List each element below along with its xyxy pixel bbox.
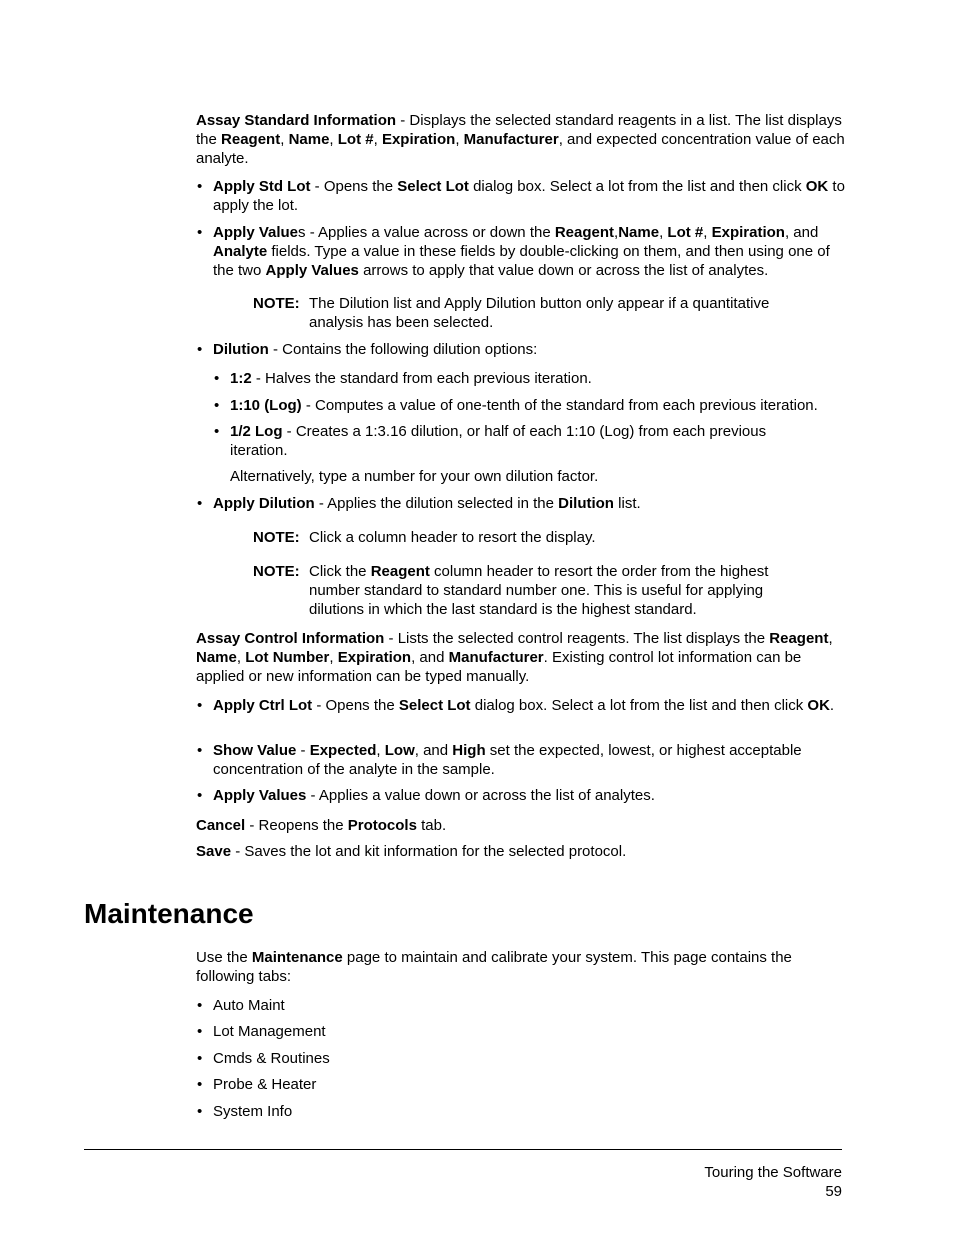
footer-rule xyxy=(84,1149,842,1150)
bullet: • xyxy=(197,997,203,1014)
bullet: • xyxy=(197,697,203,714)
bullet: • xyxy=(197,1050,203,1067)
bullet: • xyxy=(197,178,203,195)
note-text: The Dilution list and Apply Dilution button only appear if a quantitative analysis has been selected. xyxy=(309,295,770,331)
assay-standard-info-paragraph: Assay Standard Information - Displays the selected standard reagents in a list. The list displays the Reagent, Name, Lot #, Expiration, Manufacturer, and expected concentration value of each analyte. xyxy=(196,112,845,167)
note-label: NOTE: xyxy=(253,529,300,546)
save-paragraph: Save - Saves the lot and kit information for the selected protocol. xyxy=(196,843,627,860)
bullet: • xyxy=(197,787,203,804)
bullet: • xyxy=(197,495,203,512)
note-label: NOTE: xyxy=(253,295,300,312)
cancel-paragraph: Cancel - Reopens the Protocols tab. xyxy=(196,817,447,834)
assay-control-info-paragraph: Assay Control Information - Lists the selected control reagents. The list displays the Reagent, Name, Lot Number, Expiration, and Manufacturer. Existing control lot information can be applied or new information can be typed manually. xyxy=(196,630,833,685)
bullet: • xyxy=(197,341,203,358)
bullet: • xyxy=(197,1023,203,1040)
bullet: • xyxy=(197,742,203,759)
maintenance-intro: Use the Maintenance page to maintain and calibrate your system. This page contains the following tabs: xyxy=(196,949,792,985)
alternative-dilution-text: Alternatively, type a number for your own dilution factor. xyxy=(230,468,599,485)
bullet: • xyxy=(214,423,220,440)
maintenance-heading: Maintenance xyxy=(84,898,254,929)
bullet: • xyxy=(197,224,203,241)
bullet: • xyxy=(214,397,220,414)
bullet: • xyxy=(197,1076,203,1093)
note-text: Click a column header to resort the display. xyxy=(309,529,596,546)
bullet: • xyxy=(197,1103,203,1120)
footer-section-title: Touring the Software xyxy=(704,1164,842,1181)
note-label: NOTE: xyxy=(253,563,300,580)
note-text: Click the Reagent column header to resort the order from the highest number standard to standard number one. This is useful for applying dilutions in which the last standard is the highest standard. xyxy=(309,563,769,618)
bullet: • xyxy=(214,370,220,387)
page-number: 59 xyxy=(825,1183,842,1200)
